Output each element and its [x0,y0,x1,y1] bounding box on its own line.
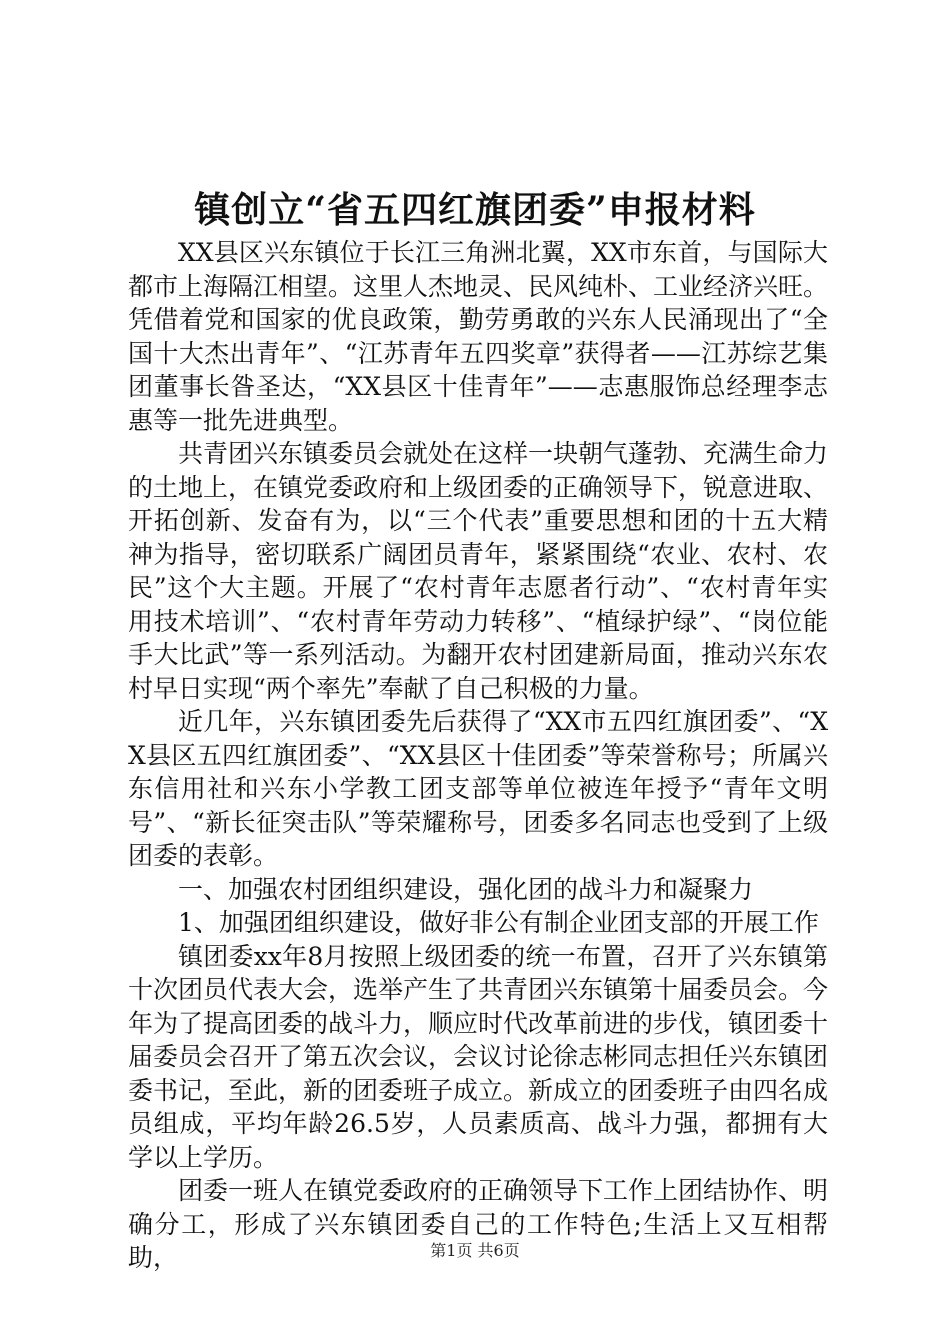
section-heading-1: 一、加强农村团组织建设，强化团的战斗力和凝聚力 [178,874,754,904]
document-title: 镇创立“省五四红旗团委”申报材料 [194,189,756,231]
page-footer: 第1页 共6页 [430,1241,520,1260]
subsection-heading-1-1: 1、加强团组织建设，做好非公有制企业团支部的开展工作 [178,908,819,937]
paragraph-honors: 近几年，兴东镇团委先后获得了“XX市五四红旗团委”、“XX县区五四红旗团委”、“XX县区十佳团委”等荣誉称号；所属兴东信用社和兴东小学教工团支部等单位被连年授予“青年文明号”、“新长征突击队”等荣耀称号，团委多名同志也受到了上级团委的表彰。 [128,707,828,870]
paragraph-team: 团委一班人在镇党委政府的正确领导下工作上团结协作、明确分工，形成了兴东镇团委自己的工作特色;生活上又互相帮助， [128,1176,829,1272]
paragraph-committee: 共青团兴东镇委员会就处在这样一块朝气蓬勃、充满生命力的土地上，在镇党委政府和上级团委的正确领导下，锐意进取、开拓创新、发奋有为，以“三个代表”重要思想和团的十五大精神为指导，密切联系广阔团员青年，紧紧围绕“农业、农村、农民”这个大主题。开展了“农村青年志愿者行动”、“农村青年实用技术培训”、“农村青年劳动力转移”、“植绿护绿”、“岗位能手大比武”等一系列活动。为翻开农村团建新局面，推动兴东农村早日实现“两个率先”奉献了自己积极的力量。 [128,439,829,703]
paragraph-congress: 镇团委xx年8月按照上级团委的统一布置，召开了兴东镇第十次团员代表大会，选举产生了共青团兴东镇第十届委员会。今年为了提高团委的战斗力，顺应时代改革前进的步伐，镇团委十届委员会召开了第五次会议，会议讨论徐志彬同志担任兴东镇团委书记，至此，新的团委班子成立。新成立的团委班子由四名成员组成，平均年龄26.5岁，人员素质高、战斗力强，都拥有大学以上学历。 [128,941,829,1172]
paragraph-intro: XX县区兴东镇位于长江三角洲北翼，XX市东首，与国际大都市上海隔江相望。这里人杰地灵、民风纯朴、工业经济兴旺。凭借着党和国家的优良政策，勤劳勇敢的兴东人民涌现出了“全国十大杰出青年”、“江苏青年五四奖章”获得者——江苏综艺集团董事长昝圣达，“XX县区十佳青年”——志惠服饰总经理李志惠等一批先进典型。 [128,238,829,435]
document-body [128,236,828,1275]
